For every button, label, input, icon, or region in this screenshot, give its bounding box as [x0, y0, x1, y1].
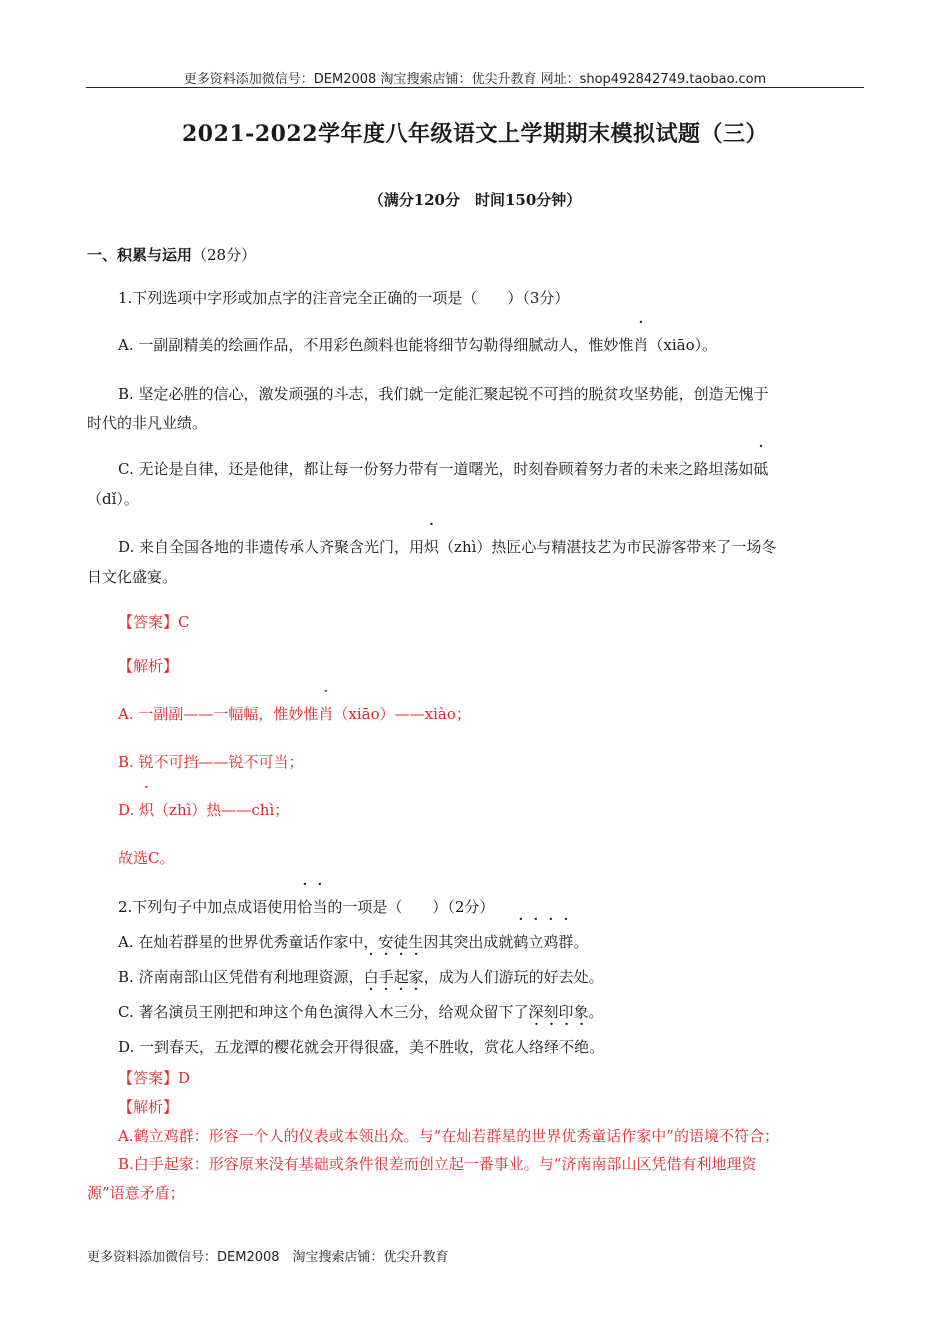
page-footer: 更多资料添加微信号：DEM2008 淘宝搜索店铺：优尖升教育	[87, 1250, 449, 1265]
exam-title: 2021-2022学年度八年级语文上学期期末模拟试题（三）	[181, 121, 769, 147]
q2-option-c-post: ，给观众留下了深刻印象。	[423, 1003, 604, 1021]
q2-answer: 【答案】D	[118, 1069, 191, 1087]
emphasis-char: 群	[558, 933, 574, 951]
q1-option-a-dotted: 肖	[633, 336, 649, 354]
emphasis-char: 白	[363, 968, 379, 986]
q1-answer: 【答案】C	[118, 613, 190, 631]
emphasis-char: 绎	[544, 1038, 560, 1056]
q1-analysis-d-dotted: 炽	[139, 801, 155, 819]
q1-conclusion: 故选C。	[118, 849, 175, 867]
q2-option-d-post: 。	[589, 1038, 605, 1056]
emphasis-char: 鸡	[543, 933, 559, 951]
q2-option-b	[118, 963, 604, 992]
section-heading	[87, 244, 256, 265]
q1-option-c-line2: （dǐ）。	[87, 490, 139, 508]
q2-analysis-label: 【解析】	[118, 1098, 179, 1116]
q1-analysis-a	[118, 700, 471, 729]
header-rule	[86, 87, 864, 88]
emphasis-char: 起	[393, 968, 409, 986]
q1-analysis-d-post: （zhì）热——chì；	[154, 801, 290, 819]
q2-option-d-dotted	[529, 1038, 589, 1056]
q2-option-b-post: ，成为人们游玩的好去处。	[423, 968, 604, 986]
q2-option-c-dotted	[363, 1003, 423, 1021]
q1-analysis-a-pre: A. 一副副——一幅幅，惟妙惟	[118, 705, 319, 723]
emphasis-char: 分	[408, 1003, 424, 1021]
emphasis-char: 不	[559, 1038, 575, 1056]
q1-option-c-dotted: 砥	[753, 460, 769, 478]
q1-option-d-post: （zhì）热匠心与精湛技艺为市民游客带来了一场冬	[439, 538, 777, 556]
q2-stem-pre: 2.下列句子中加点成语使用	[118, 898, 298, 916]
section-score: （28分）	[192, 246, 257, 264]
emphasis-char: 绝	[574, 1038, 590, 1056]
q1-analysis-d	[118, 796, 289, 825]
emphasis-char: 木	[378, 1003, 394, 1021]
q2-analysis-b-line1: B.白手起家：形容原来没有基础或条件很差而创立起一番事业。与“济南南部山区凭借有利地理资	[118, 1155, 757, 1173]
q2-option-c-pre: C. 著名演员王刚把和珅这个角色演得	[118, 1003, 364, 1021]
q2-option-c	[118, 998, 604, 1027]
emphasis-char: 立	[528, 933, 544, 951]
q2-option-a	[118, 928, 588, 957]
emphasis-char: 手	[378, 968, 394, 986]
q1-option-a-post: （xiāo）。	[648, 336, 718, 354]
emphasis-char: 鹤	[513, 933, 529, 951]
emphasis-char: 当	[312, 898, 328, 916]
q1-analysis-label: 【解析】	[118, 657, 179, 675]
q1-option-d-dotted: 炽	[424, 538, 440, 556]
q1-analysis-d-pre: D.	[118, 801, 140, 819]
q1-option-a-pre: A. 一副副精美的绘画作品，不用彩色颜料也能将细节勾勒得细腻动人，惟妙惟	[118, 336, 634, 354]
q2-analysis-b-line2: 源”语意矛盾；	[87, 1184, 185, 1202]
q2-option-a-pre: A. 在灿若群星的世界优秀童话作家中，安徒生因其突出成就	[118, 933, 514, 951]
q1-option-c-line1	[118, 455, 769, 484]
emphasis-char: 入	[363, 1003, 379, 1021]
emphasis-char: 络	[529, 1038, 545, 1056]
q2-stem-dotted	[297, 898, 327, 916]
emphasis-char: 三	[393, 1003, 409, 1021]
page-header: 更多资料添加微信号：DEM2008 淘宝搜索店铺：优尖升教育 网址：shop492842749.taobao.com	[183, 72, 767, 87]
q1-option-a	[118, 331, 717, 360]
q1-option-d-pre: D. 来自全国各地的非遗传承人齐聚含光门，用	[118, 538, 425, 556]
q2-analysis-a: A.鹤立鸡群：形容一个人的仪表或本领出众。与“在灿若群星的世界优秀童话作家中”的语境不符合；	[118, 1127, 779, 1145]
q2-option-a-dotted	[513, 933, 573, 951]
q1-analysis-b: B. 锐不可挡——锐不可当；	[118, 753, 304, 771]
q2-stem	[118, 893, 494, 922]
q1-option-b-line1: B. 坚定必胜的信心，激发顽强的斗志，我们就一定能汇聚起锐不可挡的脱贫攻坚势能，创造无愧于	[118, 385, 769, 403]
q1-stem: 1.下列选项中字形或加点字的注音完全正确的一项是（ ）（3分）	[118, 289, 570, 307]
q2-option-d-pre: D. 一到春天，五龙潭的樱花就会开得很盛，美不胜收，赏花人	[118, 1038, 530, 1056]
q1-analysis-a-dotted: 肖	[318, 705, 334, 723]
q2-stem-post: 的一项是（ ）（2分）	[327, 898, 495, 916]
q2-option-b-pre: B. 济南南部山区凭借有利地理资源，	[118, 968, 364, 986]
q2-option-a-post: 。	[573, 933, 589, 951]
emphasis-char: 家	[408, 968, 424, 986]
q1-option-c-pre: C. 无论是自律，还是他律，都让每一份努力带有一道曙光，时刻眷顾着努力者的未来之路坦荡如	[118, 460, 754, 478]
exam-subtitle: （满分120分 时间150分钟）	[368, 191, 582, 209]
q1-analysis-a-post: （xiāo）——xiào；	[333, 705, 471, 723]
section-heading-text: 一、积累与运用	[87, 246, 193, 264]
q2-option-d	[118, 1033, 604, 1062]
q1-option-d-line2: 日文化盛宴。	[87, 568, 178, 586]
q1-option-b-line2: 时代的非凡业绩。	[87, 414, 208, 432]
q1-option-d-line1	[118, 533, 776, 562]
emphasis-char: 恰	[297, 898, 313, 916]
